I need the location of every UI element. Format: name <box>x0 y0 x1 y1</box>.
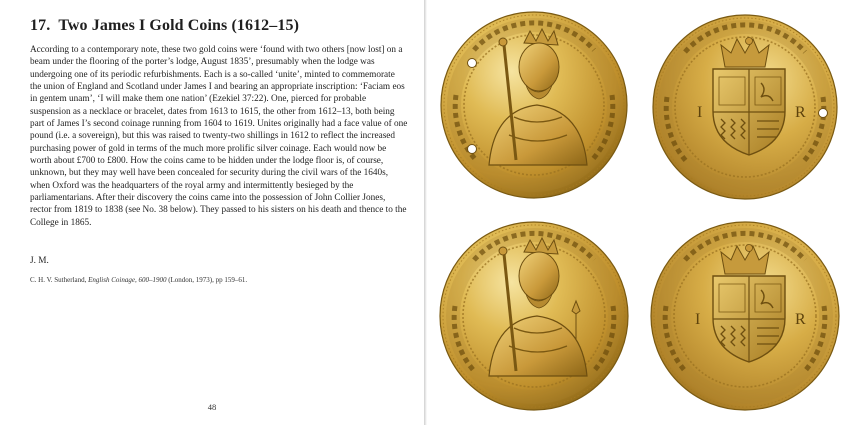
heading-number: 17. <box>30 17 51 34</box>
piercing-hole <box>468 59 477 68</box>
bibliographic-reference <box>30 276 247 284</box>
reference-author: C. H. V. Sutherland, <box>30 276 89 284</box>
page-number: 48 <box>207 402 217 412</box>
article-heading <box>30 17 299 35</box>
piercing-hole <box>468 145 477 154</box>
coin-obverse <box>440 222 628 410</box>
coin-plate <box>427 0 850 425</box>
reference-title: English Coinage, 600–1900 <box>88 276 167 284</box>
reference-details: (London, 1973), pp 159–61. <box>166 276 248 284</box>
flank-letter-right: R <box>795 311 806 328</box>
article-body: According to a contemporary note, these two gold coins were ‘found with two others [now lost] on a beam under the flooring of the porter’s lodge, August 1835’, presumably when the lodge was undergoing one of its periodic refurbishments. Each is a so-called ‘unite’, minted to commemorate the union of England and Scotland under James I and bearing an appropriate inscription: ‘Faciam eos in gentem unam’, ‘I will make them one nation’ (Ezekiel 37:22). One, pierced for probable suspension as a necklace or bracelet, dates from 1613 to 1615, the other from 1612–13, both being part of James I’s second coinage running from 1604 to 1619. Unites originally had a face value of one pound (i.e. a sovereign), but this was raised to twenty-two shillings in 1612 to reflect the increased purchasing power of gold in terms of the much more prolific silver coinage. Each would now be worth about £700 to £800. How the coins came to be hidden under the lodge floor is, of course, unknown, but they may well have been concealed for security during the civil wars of the 1640s, when Oxford was the headquarters of the royal army and intermittently besieged by the parliamentarians. After their discovery the coins came into the possession of John Collier Jones, rector from 1819 to 1838 (see No. 38 below). They passed to his sisters on his death and thence to the College in 1865. <box>30 45 408 228</box>
piercing-hole <box>819 109 828 118</box>
heading-title: Two James I Gold Coins (1612–15) <box>58 17 300 34</box>
flank-letter-left: I <box>697 104 703 121</box>
right-page <box>427 0 850 425</box>
flank-letter-left: I <box>695 311 701 328</box>
flank-letter-right: R <box>795 104 806 121</box>
left-page <box>0 0 424 425</box>
coin-reverse-pierced <box>653 15 837 199</box>
coin-obverse-pierced <box>441 12 627 198</box>
author-initials: J. M. <box>30 256 49 266</box>
coin-reverse <box>651 222 839 410</box>
